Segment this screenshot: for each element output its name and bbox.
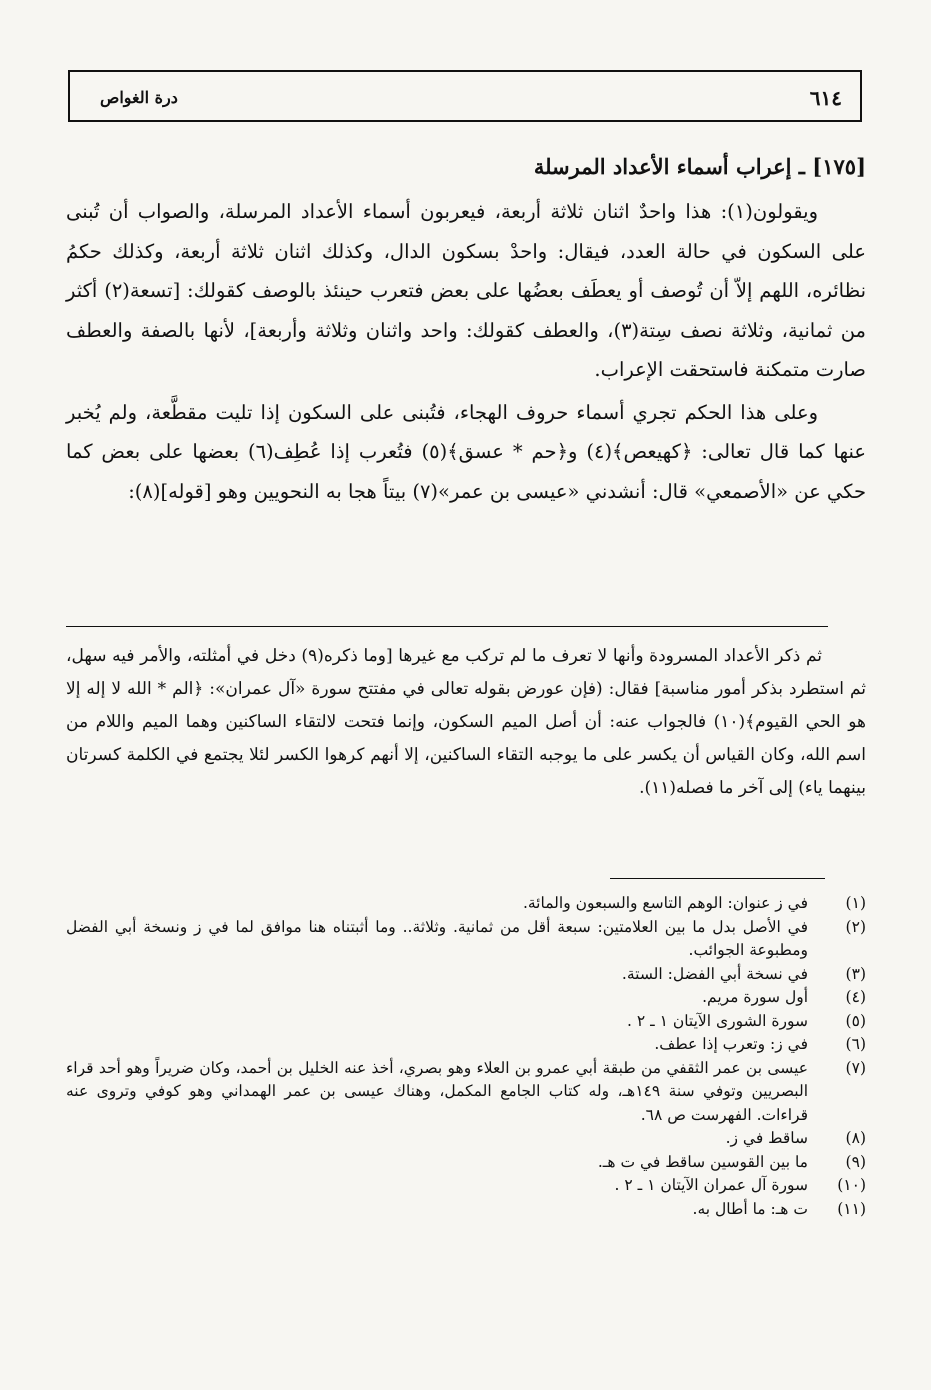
footnote-text: عيسى بن عمر الثقفي من طبقة أبي عمرو بن العلاء وهو بصري، أخذ عنه الخليل بن أحمد، وكان ضريراً وهو أحد قراء البصريين وتوفي سنة ١٤٩هـ، وله كتاب الجامع المكمل، وهناك عيسى بن عمر الهمداني وهو كوفي وتروى عنه قراءات. الفهرست ص ٦٨.: [66, 1058, 808, 1124]
footnote: [66, 1198, 866, 1222]
commentary-divider: [66, 626, 828, 627]
footnote-text: ساقط في ز.: [725, 1129, 808, 1147]
footnote-number: (٢): [845, 917, 866, 936]
footnote-number: (٦): [845, 1035, 866, 1053]
commentary: [66, 640, 866, 805]
footnote: [66, 1151, 866, 1175]
paragraph-2: وعلى هذا الحكم تجري أسماء حروف الهجاء، فتُبنى على السكون إذا تليت مقطَّعة، ولم يُخبر عنها كما قال تعالى: ﴿كهيعص﴾(٤) و﴿حم * عسق﴾(٥) فتُعرب إذا عُطِف(٦) بعضها على بعض كما حكي عن «الأصمعي» قال: أنشدني «عيسى بن عمر»(٧) بيتاً هجا به النحويين وهو [قوله](٨):: [66, 400, 866, 503]
running-header: [68, 70, 862, 122]
footnote-number: (١١): [837, 1199, 866, 1218]
section-title: [١٧٥] ـ إعراب أسماء الأعداد المرسلة: [533, 154, 866, 179]
footnote: [66, 916, 866, 963]
footnote: [66, 1033, 866, 1057]
footnote-text: في نسخة أبي الفضل: الستة.: [621, 964, 808, 983]
footnote-text: في الأصل بدل ما بين العلامتين: سبعة أقل من ثمانية. وثلاثة.. وما أثبتناه هنا موافق لما في ز ونسخة أبي الفضل ومطبوعة الجوائب.: [66, 917, 808, 959]
book-title: درة الغواص: [100, 88, 178, 107]
footnote: [66, 892, 866, 916]
commentary-paragraph: ثم ذكر الأعداد المسرودة وأنها لا تعرف ما لم تركب مع غيرها [وما ذكره(٩) دخل في أمثلته، والأمر فيه سهل، ثم استطرد بذكر أمور مناسبة] فقال: (فإن عورض بقوله تعالى في مفتتح سورة «آل عمران»: ﴿الم * الله لا إله إلا هو الحي القيوم﴾(١٠) فالجواب عنه: أن أصل الميم السكون، وإنما فتحت لالتقاء الساكنين وهما الميم واللام من اسم الله، وكان القياس أن يكسر على ما يوجبه التقاء الساكنين، إلا أنهم كرهوا الكسر لئلا يجتمع في الكلمة كسرتان بينهما ياء) إلى آخر ما فصله(١١).: [66, 646, 866, 798]
main-text: [66, 192, 866, 511]
paragraph-1: ويقولون(١): هذا واحدٌ اثنان ثلاثة أربعة، فيعربون أسماء الأعداد المرسلة، والصواب أن تُبنى على السكون في حالة العدد، فيقال: واحدْ بسكون الدال، وكذلك اثنان ثلاثة أربعة، وكذلك حكمُ نظائره، اللهم إلاّ أن تُوصف أو يعطَف بعضُها على بعض فتعرب حينئذ بالوصف كقولك: [تسعة(٢) أكثر من ثمانية، وثلاثة نصف سِتة(٣)، والعطف كقولك: واحد واثنان وثلاثة وأربعة]، لأنها بالصفة والعطف صارت متمكنة فاستحقت الإعراب.: [66, 200, 866, 381]
footnote-number: (٨): [845, 1129, 866, 1147]
footnotes: [66, 892, 866, 1221]
footnote-number: (٧): [845, 1058, 866, 1077]
footnote: [66, 986, 866, 1010]
footnote-divider: [610, 878, 825, 879]
footnote-text: في ز عنوان: الوهم التاسع والسبعون والمائة.: [522, 894, 808, 912]
footnote: [66, 1057, 866, 1128]
footnote-text: أول سورة مريم.: [702, 988, 808, 1006]
footnote-text: سورة آل عمران الآيتان ١ ـ ٢ .: [614, 1176, 808, 1194]
footnote: [66, 963, 866, 987]
footnote-number: (١٠): [837, 1176, 866, 1194]
footnote-number: (٩): [845, 1152, 866, 1171]
footnote-number: (٥): [845, 1011, 866, 1030]
footnote: [66, 1174, 866, 1198]
page-number: ٦١٤: [809, 86, 842, 110]
footnote-text: في ز: وتعرب إذا عطف.: [654, 1035, 808, 1053]
footnote-number: (٣): [845, 964, 866, 983]
footnote: [66, 1127, 866, 1151]
footnote: [66, 1010, 866, 1034]
footnote-number: (٤): [845, 988, 866, 1006]
footnote-text: ما بين القوسين ساقط في ت هـ.: [597, 1152, 808, 1171]
footnote-text: سورة الشورى الآيتان ١ ـ ٢ .: [626, 1011, 808, 1030]
footnote-number: (١): [845, 894, 866, 912]
footnote-text: ت هـ: ما أطال به.: [692, 1199, 808, 1218]
